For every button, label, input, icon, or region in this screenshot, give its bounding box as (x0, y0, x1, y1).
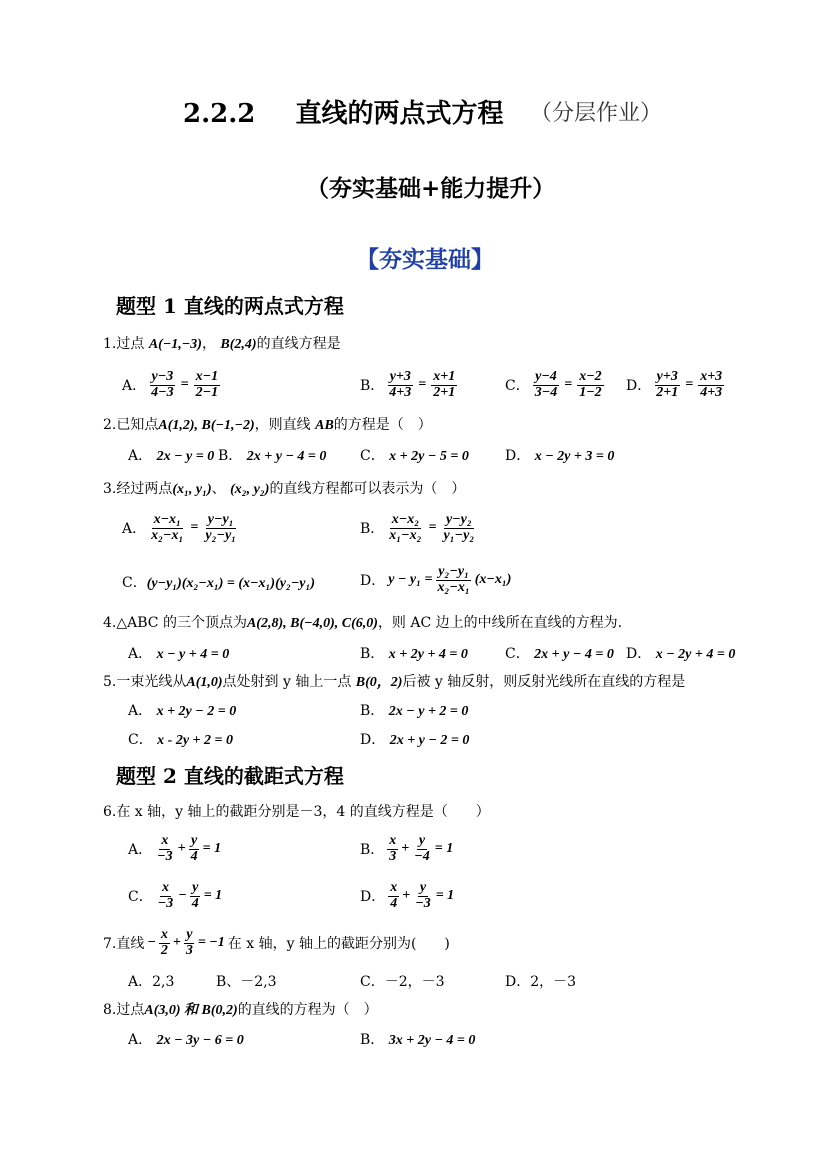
q8-option-a[interactable]: A． 2x − 3y − 6 = 0 (128, 1032, 244, 1048)
question-3: 3.经过两点(x₁, y₁)、 (x₂, y₂)的直线方程都可以表示为（ ） (103, 481, 466, 497)
q2-option-d[interactable]: D． x − 2y + 3 = 0 (505, 448, 615, 464)
question-6: 6.在 x 轴，y 轴上的截距分别是－3，4 的直线方程是（ ） (103, 804, 490, 820)
q1-option-a[interactable]: A． $\frac{y-3}{4-3}$ = $\frac{x-1}{2-1}$ (122, 369, 219, 400)
q8-option-b[interactable]: B． 3x + 2y − 4 = 0 (360, 1032, 476, 1048)
q4-option-c[interactable]: C． 2x + y − 4 = 0 (505, 646, 614, 662)
title-text: 直线的两点式方程 (295, 99, 504, 129)
q7-option-c[interactable]: C．－2，－3 (360, 974, 445, 990)
title-number: 2.2.2 (183, 99, 256, 129)
question-type-2: 题型 2 直线的截距式方程 (116, 764, 344, 788)
q2-option-c[interactable]: C． x + 2y − 5 = 0 (360, 448, 469, 464)
page-title (183, 93, 504, 130)
page-subtitle: （夯实基础+能力提升） (306, 175, 556, 202)
question-1: 1.过点 A(−1,−3)， B(2,4)的直线方程是 (103, 336, 341, 352)
question-8: 8.过点A(3,0) 和 B(0,2)的直线的方程为（ ） (103, 1002, 378, 1018)
q6-option-a[interactable]: A． $\frac{x}{-3}$ + $\frac{y}{4}$ = 1 (128, 833, 222, 864)
q3-option-a[interactable]: A． $\frac{\text{x−x₁}}{\text{x₂−x₁}}$ = $\frac{\text{y−y₁}}{\text{y₂−y₁}}$ (122, 512, 237, 543)
q7-option-d[interactable]: D．2，－3 (505, 974, 577, 990)
q6-option-c[interactable]: C． $\frac{x}{-3}$ − $\frac{y}{4}$ = 1 (128, 880, 223, 911)
q3-option-b[interactable]: B． $\frac{\text{x−x₂}}{\text{x₁−x₂}}$ = $\frac{\text{y−y₂}}{\text{y₁−y₂}}$ (360, 512, 475, 543)
q5-option-a[interactable]: A． x + 2y − 2 = 0 (128, 703, 237, 719)
q1-option-d[interactable]: D． $\frac{y+3}{2+1}$ = $\frac{x+3}{4+3}$ (626, 369, 723, 400)
q4-option-a[interactable]: A． x − y + 4 = 0 (128, 646, 230, 662)
question-5: 5.一束光线从A(1,0)点处射到 y 轴上一点 B(0，2)后被 y 轴反射，则反射光线所在直线的方程是 (103, 674, 686, 690)
q1-option-c[interactable]: C． $\frac{y-4}{3-4}$ = $\frac{x-2}{1-2}$ (505, 369, 602, 400)
question-4: 4.△ABC 的三个顶点为A(2,8), B(−4,0), C(6,0)，则 AC 边上的中线所在直线的方程为. (103, 615, 623, 631)
q1-option-b[interactable]: B． $\frac{y+3}{4+3}$ = $\frac{x+1}{2+1}$ (360, 369, 456, 400)
q3-option-c[interactable]: C．(y−y₁)(x₂−x₁) = (x−x₁)(y₂−y₁) (122, 575, 316, 591)
q4-option-d[interactable]: D． x − 2y + 4 = 0 (626, 646, 736, 662)
q6-option-d[interactable]: D． $\frac{x}{4}$ + $\frac{y}{-3}$ = 1 (360, 880, 455, 911)
q7-option-a[interactable]: A．2,3 (128, 974, 175, 990)
question-7: 7.直线 − $\frac{x}{2}$ + $\frac{y}{3}$ = −1 在 x 轴，y 轴上的截距分别为( ) (103, 927, 450, 958)
title-tag: （分层作业） (530, 101, 663, 126)
q2-option-a[interactable]: A． 2x − y = 0 (128, 448, 215, 464)
section-heading: 【夯实基础】 (356, 246, 494, 273)
q5-option-b[interactable]: B． 2x − y + 2 = 0 (360, 703, 469, 719)
q6-option-b[interactable]: B． $\frac{x}{3}$ + $\frac{y}{-4}$ = 1 (360, 833, 454, 864)
q5-option-c[interactable]: C． x - 2y + 2 = 0 (128, 732, 234, 748)
q2-option-b[interactable]: B． 2x + y − 4 = 0 (218, 448, 327, 464)
question-type-1: 题型 1 直线的两点式方程 (116, 294, 344, 318)
q7-option-b[interactable]: B、－2,3 (216, 974, 277, 990)
q3-option-d[interactable]: D． y − y₁ = $\frac{\text{y₂−y₁}}{\text{x₂−x₁}}$ (x−x₁) (360, 564, 512, 595)
q5-option-d[interactable]: D． 2x + y − 2 = 0 (360, 732, 470, 748)
q4-option-b[interactable]: B． x + 2y + 4 = 0 (360, 646, 468, 662)
question-2: 2.已知点A(1,2), B(−1,−2)，则直线 AB的方程是（ ） (103, 417, 432, 433)
